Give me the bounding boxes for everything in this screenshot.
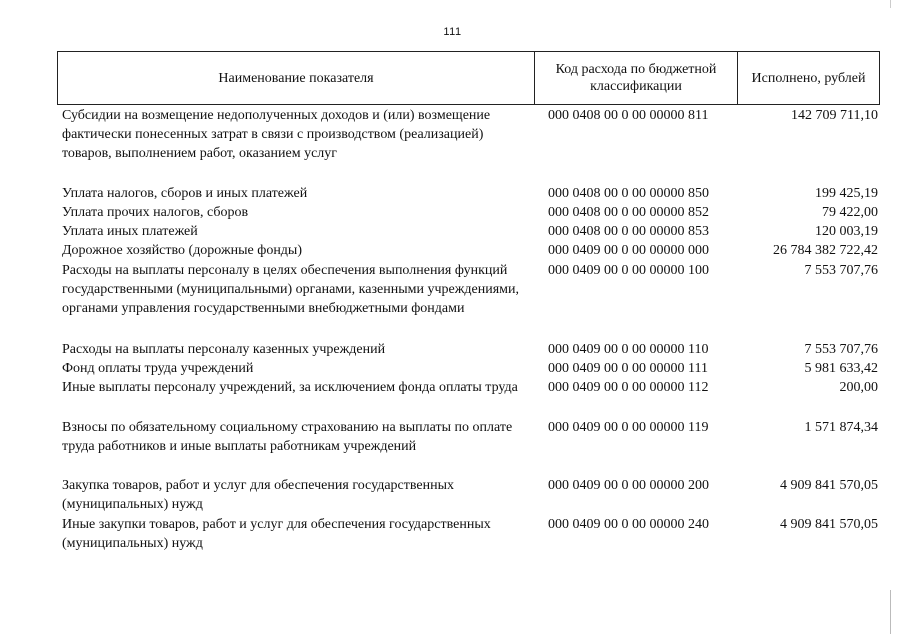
row-value: 7 553 707,76 bbox=[804, 263, 878, 278]
row-code: 000 0409 00 0 00 00000 200 bbox=[548, 478, 709, 493]
row-value: 26 784 382 722,42 bbox=[773, 243, 878, 258]
row-code: 000 0409 00 0 00 00000 100 bbox=[548, 263, 709, 278]
row-code: 000 0408 00 0 00 00000 811 bbox=[548, 108, 709, 123]
header-executed: Исполнено, рублей bbox=[751, 70, 866, 86]
row-value: 200,00 bbox=[839, 380, 878, 395]
scan-edge-mark bbox=[890, 0, 891, 8]
row-value: 4 909 841 570,05 bbox=[780, 478, 878, 493]
row-code: 000 0409 00 0 00 00000 112 bbox=[548, 380, 709, 395]
row-name: Дорожное хозяйство (дорожные фонды) bbox=[62, 243, 303, 258]
table-header bbox=[57, 51, 880, 105]
row-value: 142 709 711,10 bbox=[791, 108, 878, 123]
row-value: 199 425,19 bbox=[815, 186, 878, 201]
row-value: 120 003,19 bbox=[815, 224, 878, 239]
row-value: 7 553 707,76 bbox=[804, 342, 878, 357]
row-name: Иные выплаты персоналу учреждений, за исключением фонда оплаты труда bbox=[62, 380, 518, 395]
row-code: 000 0409 00 0 00 00000 110 bbox=[548, 342, 709, 357]
row-name: Фонд оплаты труда учреждений bbox=[62, 361, 254, 376]
row-name: Уплата прочих налогов, сборов bbox=[62, 205, 249, 220]
row-name: Субсидии на возмещение недополученных доходов и (или) возмещение фактически понесенных затрат в связи с производством (реализацией) товаров, выполнением работ, оказанием услуг bbox=[62, 108, 491, 161]
row-code: 000 0408 00 0 00 00000 852 bbox=[548, 205, 709, 220]
row-value: 1 571 874,34 bbox=[804, 420, 878, 435]
row-name: Расходы на выплаты персоналу в целях обеспечения выполнения функций государственными (муниципальными) органами, казенными учреждениями, органами управления государственными внебюджетными фондами bbox=[62, 263, 519, 316]
header-code: Код расхода по бюджетной классификации bbox=[535, 52, 738, 104]
row-value: 4 909 841 570,05 bbox=[780, 517, 878, 532]
row-code: 000 0408 00 0 00 00000 853 bbox=[548, 224, 709, 239]
row-name: Уплата иных платежей bbox=[62, 224, 198, 239]
row-code: 000 0408 00 0 00 00000 850 bbox=[548, 186, 709, 201]
header-name: Наименование показателя bbox=[58, 52, 535, 104]
row-code: 000 0409 00 0 00 00000 119 bbox=[548, 420, 709, 435]
scan-edge-mark bbox=[890, 590, 891, 634]
row-code: 000 0409 00 0 00 00000 000 bbox=[548, 243, 709, 258]
row-code: 000 0409 00 0 00 00000 240 bbox=[548, 517, 709, 532]
row-name: Уплата налогов, сборов и иных платежей bbox=[62, 186, 308, 201]
row-code: 000 0409 00 0 00 00000 111 bbox=[548, 361, 708, 376]
row-value: 5 981 633,42 bbox=[804, 361, 878, 376]
row-name: Иные закупки товаров, работ и услуг для обеспечения государственных (муниципальных) нужд bbox=[62, 517, 491, 551]
page-number: 111 bbox=[443, 26, 462, 38]
row-value: 79 422,00 bbox=[822, 205, 878, 220]
row-name: Расходы на выплаты персоналу казенных учреждений bbox=[62, 342, 386, 357]
row-name: Взносы по обязательному социальному страхованию на выплаты по оплате труда работников и иные выплаты работникам учреждений bbox=[62, 420, 513, 454]
row-name: Закупка товаров, работ и услуг для обеспечения государственных (муниципальных) нужд bbox=[62, 478, 455, 512]
